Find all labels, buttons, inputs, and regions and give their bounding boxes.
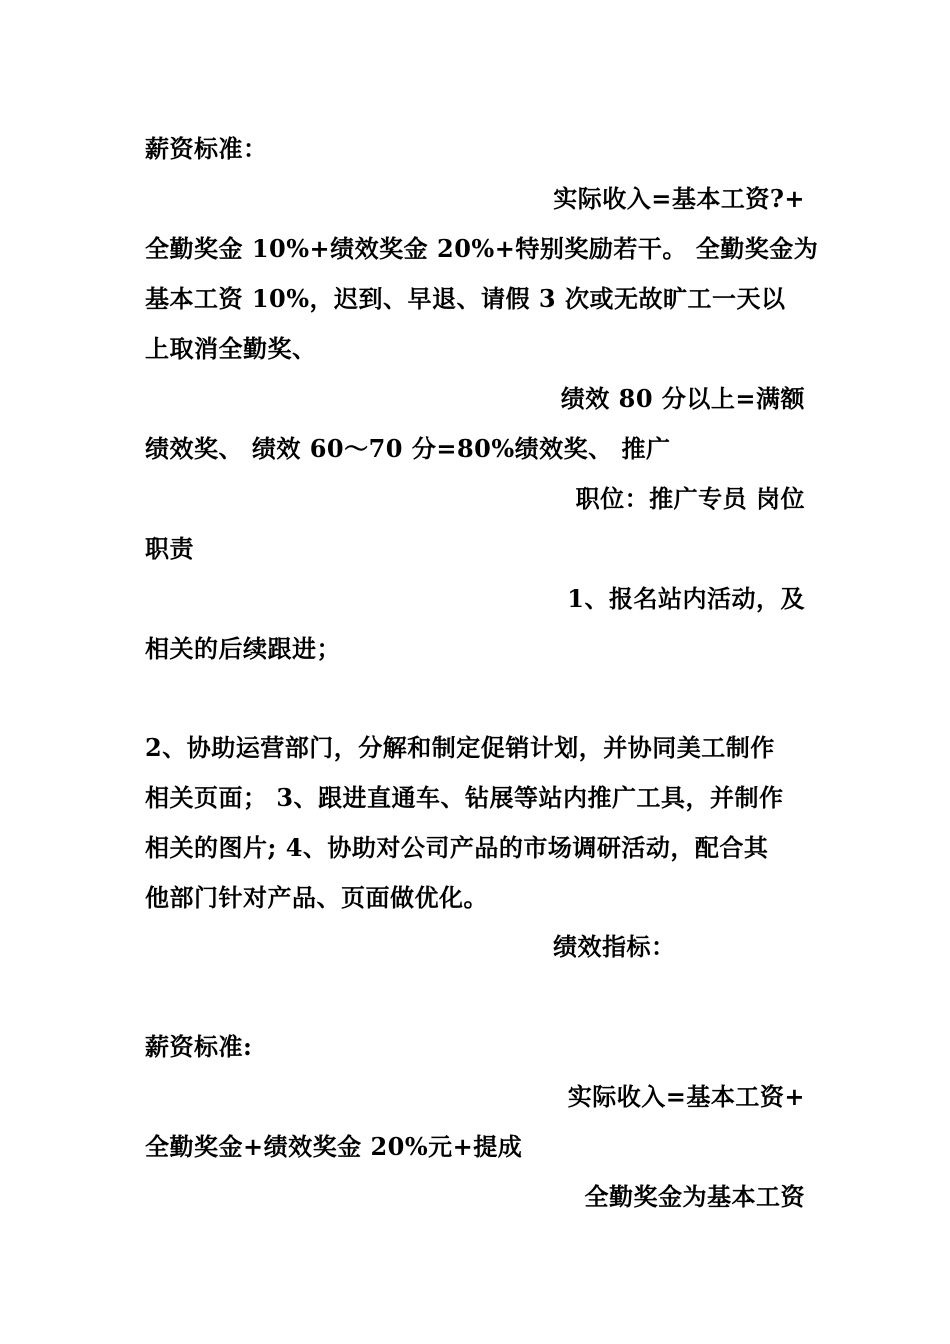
text-line: 相关页面； 3、跟进直通车、钻展等站内推广工具，并制作 <box>145 783 784 812</box>
text-line: 基本工资 10%，迟到、早退、请假 3 次或无故旷工一天以 <box>145 284 786 313</box>
performance-indicators-heading: 绩效指标： <box>553 932 676 961</box>
text-line: 实际收入=基本工资+ <box>567 1082 805 1111</box>
text-line: 实际收入=基本工资?+ <box>553 184 805 213</box>
text-line: 职责 <box>145 534 194 563</box>
text-line: 2、协助运营部门，分解和制定促销计划，并协同美工制作 <box>145 733 775 762</box>
text-line: 职位：推广专员 岗位 <box>575 484 805 513</box>
text-line: 1、报名站内活动，及 <box>567 584 805 613</box>
text-line: 绩效奖、 绩效 60～70 分=80%绩效奖、 推广 <box>145 434 671 463</box>
text-line: 上取消全勤奖、 <box>145 334 317 363</box>
text-line: 全勤奖金为基本工资 <box>584 1182 805 1211</box>
text-line: 绩效 80 分以上=满额 <box>560 384 805 413</box>
text-line: 全勤奖金 10%+绩效奖金 20%+特别奖励若干。 全勤奖金为 <box>145 234 819 263</box>
text-line: 他部门针对产品、页面做优化。 <box>145 883 488 912</box>
salary-standard-heading-2: 薪资标准: <box>145 1032 253 1061</box>
text-line: 全勤奖金+绩效奖金 20%元+提成 <box>145 1132 523 1161</box>
text-line: 相关的图片; 4、协助对公司产品的市场调研活动，配合其 <box>145 833 769 862</box>
text-line: 相关的后续跟进； <box>145 634 341 663</box>
salary-standard-heading: 薪资标准： <box>145 134 268 163</box>
